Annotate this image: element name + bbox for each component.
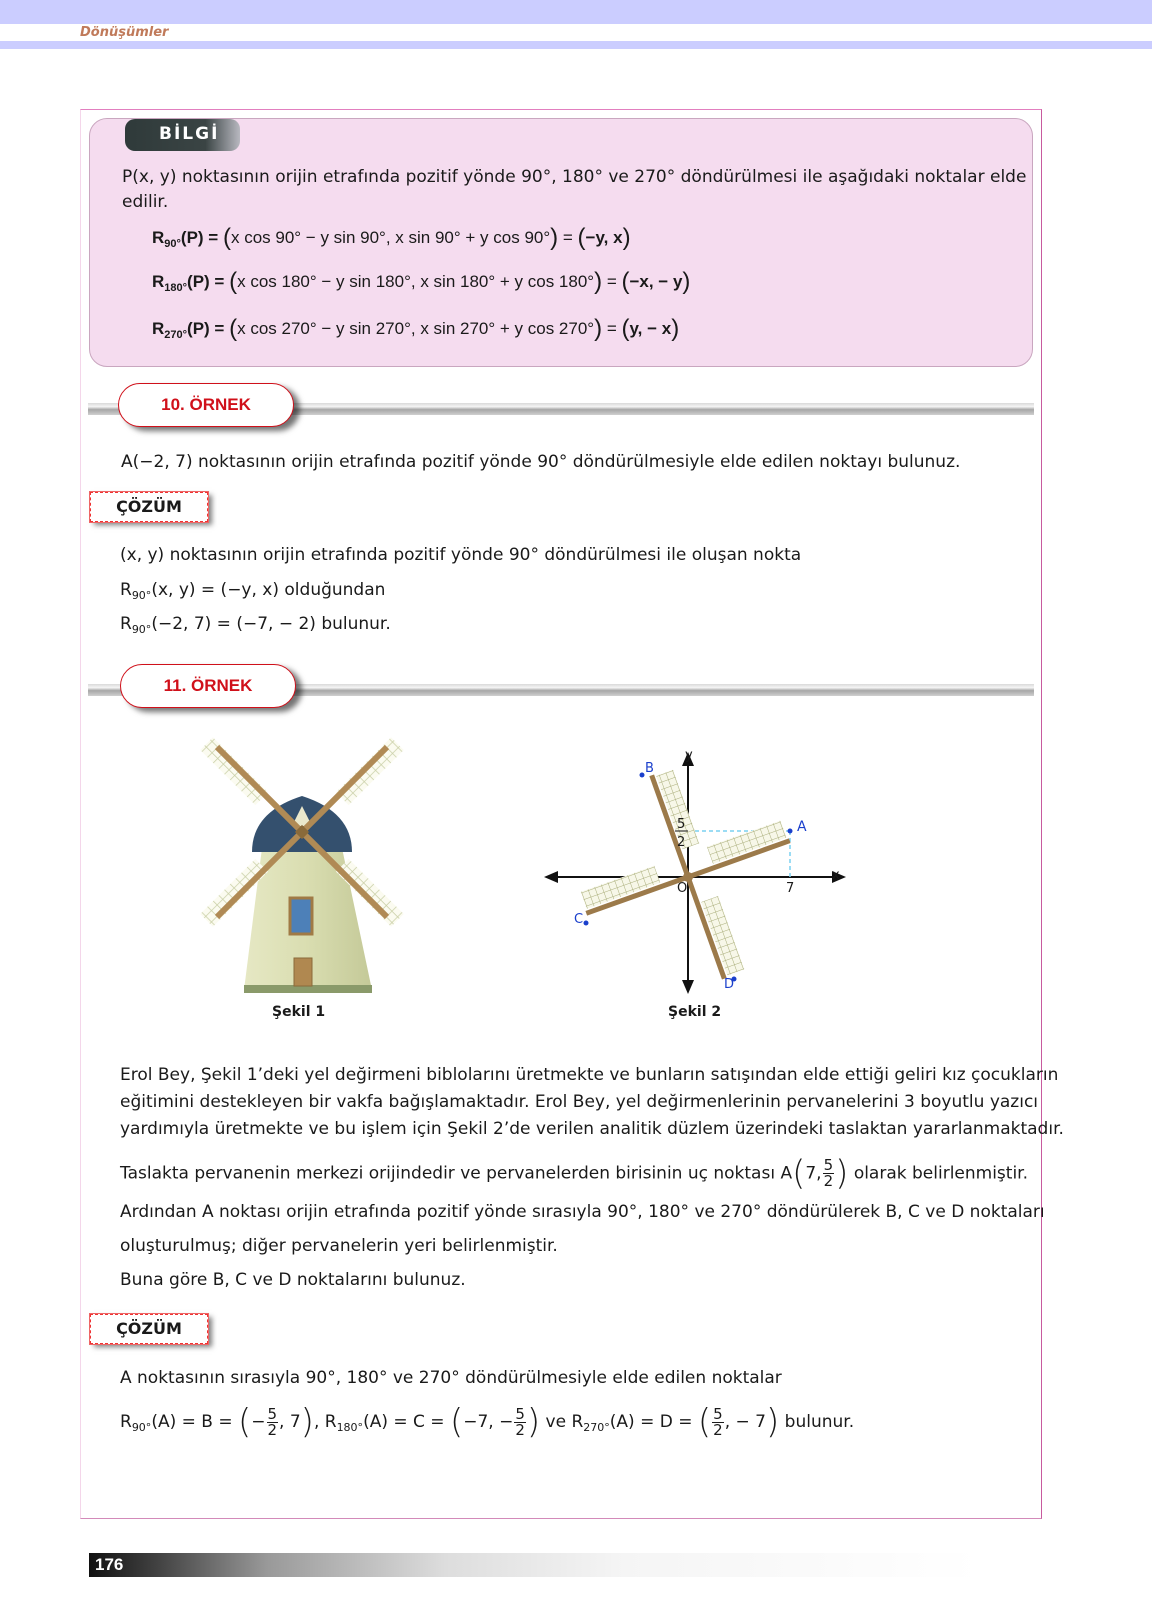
y-axis-label: y xyxy=(685,748,693,763)
chapter-title: Dönüşümler xyxy=(80,25,169,40)
example11-solution-line1: A noktasının sırasıyla 90°, 180° ve 270° döndürülmesiyle elde edilen noktalar xyxy=(120,1368,782,1388)
page-number: 176 xyxy=(95,1555,124,1574)
header-band-thin xyxy=(0,41,1152,49)
paragraph2: Taslakta pervanenin merkezi orijindedir ve pervanelerden birisinin uç noktası A(7, $\frac{5}{2}$ ) olarak belirlenmiştir. xyxy=(120,1153,1029,1194)
paragraph3-line2: oluşturulmuş; diğer pervanelerin yeri belirlenmiştir. xyxy=(120,1236,558,1256)
windmill-figure xyxy=(200,730,410,995)
y-tick-num: 5 xyxy=(677,817,686,832)
point-a-label: A xyxy=(797,819,807,835)
origin-label: O xyxy=(677,881,688,896)
example11-label: 11. ÖRNEK xyxy=(120,664,296,708)
result-b: $R_{90^\circ}(A) = B$ = (− $\frac{5}{2}$ , 7), xyxy=(120,1402,320,1442)
example11-solution-result xyxy=(120,1404,854,1446)
paragraph3-line1: Ardından A noktası orijin etrafında pozitif yönde sırasıyla 90°, 180° ve 270° döndürülerek B, C ve D noktaları xyxy=(120,1202,1045,1222)
paragraph1-line2: eğitimini destekleyen bir vakfa bağışlamaktadır. Erol Bey, yel değirmenlerinin pervanelerini 3 boyutlu yazıcı xyxy=(120,1092,1039,1112)
x-axis-label: x xyxy=(832,868,840,883)
example10-solution-line2: $R_{90^\circ}(x$, y) = (−y, x) olduğundan xyxy=(120,580,386,602)
example10-solution-line1: (x, y) noktasının orijin etrafında pozitif yönde 90° döndürülmesi ile oluşan nokta xyxy=(120,545,802,565)
example10-question: A(−2, 7) noktasının orijin etrafında pozitif yönde 90° döndürülmesiyle elde edilen noktayı bulunuz. xyxy=(121,452,961,472)
formula-r180: $R_{180^\circ}(P) = (x$ cos 180° − y sin 180°, x sin 180° + y cos 180°) = (−x, − y) xyxy=(152,268,691,295)
formula-r90: $R_{90^\circ}(P) = (x$ cos 90° − y sin 90°, x sin 90° + y cos 90°) = (−y, x) xyxy=(152,224,631,251)
paragraph4: Buna göre B, C ve D noktalarını bulunuz. xyxy=(120,1270,466,1290)
result-d: $R_{270^\circ}(A) = D$ = ( $\frac{5}{2}$ , − 7) bulunur. xyxy=(571,1402,855,1442)
paragraph1-line3: yardımıyla üretmekte ve bu işlem için Şekil 2’de verilen analitik düzlem üzerindeki taslaktan yararlanmaktadır. xyxy=(120,1119,1064,1139)
paragraph1-line1: Erol Bey, Şekil 1’deki yel değirmeni biblolarını üretmekte ve bunların satışından elde ettiği geliri kız çocukların xyxy=(120,1065,1059,1085)
figure1-caption: Şekil 1 xyxy=(272,1004,326,1020)
page-number-bar xyxy=(89,1553,979,1577)
point-d-label: D xyxy=(724,977,735,992)
info-tag: BİLGİ xyxy=(125,119,240,151)
formula-r270: $R_{270^\circ}(P) = (x$ cos 270° − y sin 270°, x sin 270° + y cos 270°) = (y, − x) xyxy=(152,315,680,342)
example10-solution-label: ÇÖZÜM xyxy=(90,492,208,522)
example11-solution-label: ÇÖZÜM xyxy=(90,1314,208,1344)
info-intro-line2: edilir. xyxy=(122,192,169,212)
point-b-label: B xyxy=(645,761,654,776)
info-intro-line1: P(x, y) noktasının orijin etrafında pozitif yönde 90°, 180° ve 270° döndürülmesi ile aşağıdaki noktalar elde xyxy=(122,167,1027,187)
result-c: $R_{180^\circ}(A) = C = (-7$, − $\frac{5}{2}$ ) ve xyxy=(324,1402,567,1442)
coordinate-plane-figure xyxy=(540,740,850,1000)
example10-label: 10. ÖRNEK xyxy=(118,383,294,427)
header-band xyxy=(0,0,1152,24)
y-tick-den: 2 xyxy=(677,835,686,850)
example10-solution-line3: $R_{90^\circ}(-2$, 7) = (−7, − 2) bulunur. xyxy=(120,614,391,636)
figure2-caption: Şekil 2 xyxy=(668,1004,722,1020)
point-c-label: C xyxy=(574,912,584,927)
x-tick-7: 7 xyxy=(786,881,795,896)
